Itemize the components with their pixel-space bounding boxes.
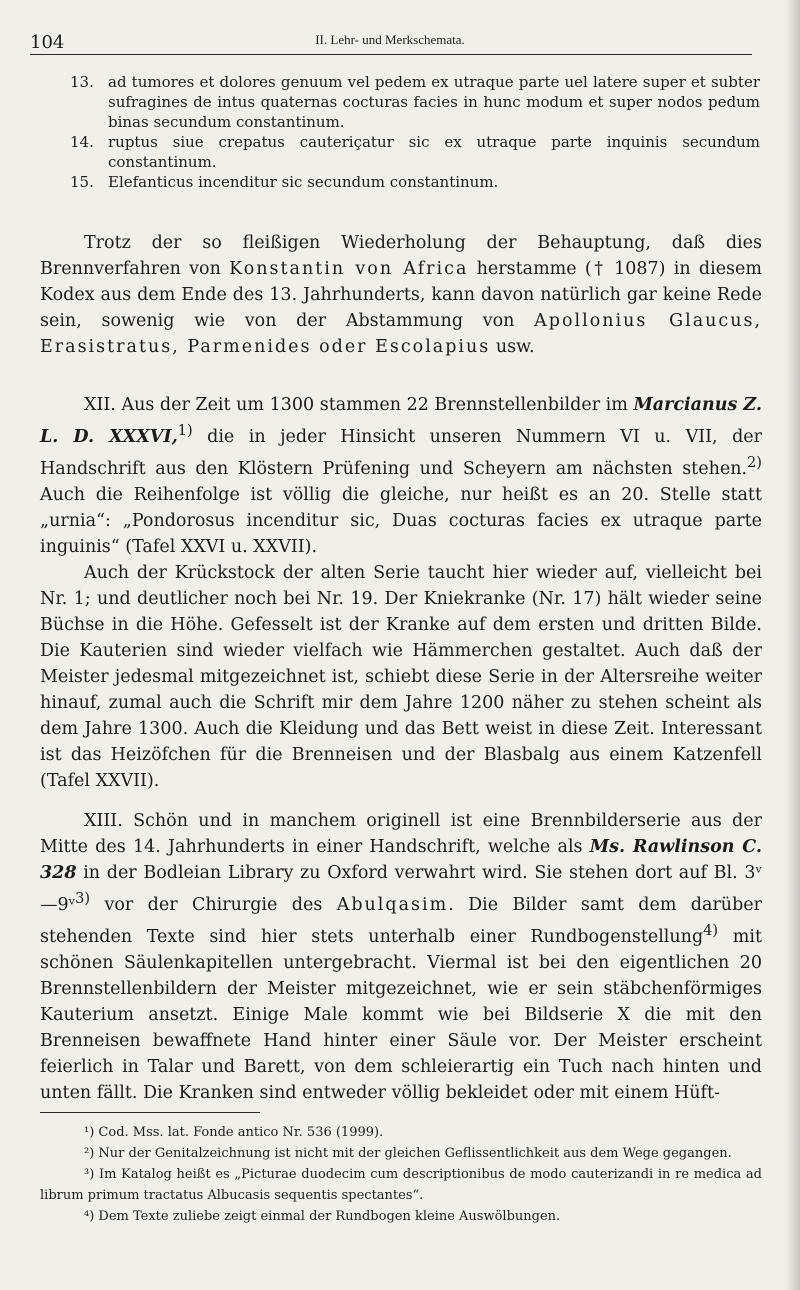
manuscript-name: Marcianus Z. L. D. XXXVI, xyxy=(40,395,762,447)
paragraph-konstantin xyxy=(40,230,762,360)
running-head: II. Lehr- und Merkschemata. xyxy=(315,32,465,47)
list-item-number: 15. xyxy=(70,173,94,191)
list-item-text: ad tumores et dolores genuum vel pedem ex utraque parte uel latere super et subter sufragines de intus quaternas cocturas facies in hunc modum et super nodos pedum binas secundum constantinum. xyxy=(108,73,760,131)
footnote-ref: 1) xyxy=(177,422,193,439)
footnote: ¹) Cod. Mss. lat. Fonde antico Nr. 536 (1999). xyxy=(84,1125,384,1140)
spaced-names: Apollonius Glaucus, Erasistratus, Parmenides oder Escolapius xyxy=(40,311,763,357)
text-run: vor der Chirurgie des xyxy=(90,894,337,915)
manuscript-name: Ms. Rawlinson C. 328 xyxy=(40,837,762,883)
list-item xyxy=(70,132,760,172)
text-run: mit schönen Säulenkapitellen untergebracht. Viermal ist bei den eigentlichen 20 Brennstellenbildern der Meister mitgezeichnet, wie er sein stäbchenförmiges Kauterium ansetzt. Einige Male kommt wie bei Bildserie X die mit den Brenneisen bewaffnete Hand hinter einer Säule vor. Der Meister erscheint feierlich in Talar und Barett, von dem schleierartig ein Tuch nach hinten und unten fällt. Die Kranken sind entweder völlig bekleidet oder mit einem Hüft- xyxy=(40,926,762,1103)
text-run: Trotz der so fleißigen Wiederholung der Behauptung, daß dies Brennverfahren von xyxy=(40,233,762,279)
spaced-name: Abulqasim xyxy=(336,894,449,915)
list-item-text: Elefanticus incenditur sic secundum constantinum. xyxy=(108,173,499,191)
page-edge-shadow xyxy=(786,0,800,1290)
paragraph-kruckstock: Auch der Krückstock der alten Serie taucht hier wieder auf, vielleicht bei Nr. 1; und deutlicher noch bei Nr. 19. Der Kniekranke (Nr. 17) hält wieder seine Büchse in die Höhe. Gefesselt ist der Kranke auf dem ersten und dritten Bilde. Die Kauterien sind wieder vielfach wie Hämmerchen gestaltet. Auch daß der Meister jedesmal mitgezeichnet ist, schiebt diese Serie in der Altersreihe weiter hinauf, zumal auch die Schrift mir dem Jahre 1200 näher zu stehen scheint als dem Jahre 1300. Auch die Kleidung und das Bett weist in diese Zeit. Interessant ist das Heizöfchen für die Brenneisen und der Blasbalg aus einem Katzenfell (Tafel XXVII). xyxy=(40,562,762,791)
header-rule xyxy=(30,54,752,55)
text-run: die in jeder Hinsicht unseren Nummern VI u. VII, der Handschrift aus den Klöstern Prüfening und Scheyern am nächsten stehen. xyxy=(40,426,762,479)
recipe-list xyxy=(70,72,760,192)
list-item-text: ruptus siue crepatus cauteriçatur sic ex utraque parte inquinis secundum constantinum. xyxy=(108,133,760,171)
text-run: XIII. Schön und in manchem originell ist eine Brennbilderserie aus der Mitte des 14. Jahrhunderts in einer Handschrift, welche als xyxy=(40,811,762,857)
footnote-ref: 4) xyxy=(703,921,719,939)
text-run: Auch die Reihenfolge ist völlig die gleiche, nur heißt es an 20. Stelle statt „urnia“: „Pondorosus incenditur sic, Duas cocturas facies ex utraque parte inguinis“ (Tafel XXVI u. XXVII). xyxy=(40,484,762,557)
list-item xyxy=(70,172,760,192)
footnotes xyxy=(40,1122,762,1227)
footnote: ³) Im Katalog heißt es „Picturae duodecim cum descriptionibus de modo cauterizandi in re medica ad librum primum tractatus Albucasis sequentis spectantes“. xyxy=(40,1167,762,1203)
footnote-rule xyxy=(40,1112,260,1113)
text-run: usw. xyxy=(490,337,535,357)
paragraph-rawlinson xyxy=(40,808,762,1106)
list-item-number: 13. xyxy=(70,73,94,91)
text-run: in der Bodleian Library zu Oxford verwahrt wird. Sie stehen dort auf Bl. 3ᵛ—9ᵛ xyxy=(40,863,762,915)
list-item-number: 14. xyxy=(70,133,94,151)
text-run: herstamme († 1087) in diesem Kodex aus dem Ende des 13. Jahrhunderts, kann davon natürlich gar keine Rede sein, sowenig wie von der Abstammung von xyxy=(40,259,762,331)
footnote-ref: 3) xyxy=(75,890,91,907)
paragraph-marcianus xyxy=(40,392,762,794)
list-item xyxy=(70,72,760,132)
page-number: 104 xyxy=(30,32,65,53)
text-run: XII. Aus der Zeit um 1300 stammen 22 Brennstellenbilder im xyxy=(84,395,634,415)
footnote: ²) Nur der Genitalzeichnung ist nicht mit der gleichen Geflissentlichkeit aus dem Wege gegangen. xyxy=(84,1146,732,1161)
spaced-name: Konstantin von Africa xyxy=(229,259,469,279)
footnote-ref: 2) xyxy=(747,453,762,471)
text-run: . Die Bilder samt dem darüber stehenden Texte sind hier stets unterhalb einer Rundbogenstellung xyxy=(40,894,763,947)
page-header xyxy=(30,30,750,56)
footnote: ⁴) Dem Texte zuliebe zeigt einmal der Rundbogen kleine Auswölbungen. xyxy=(84,1209,561,1224)
